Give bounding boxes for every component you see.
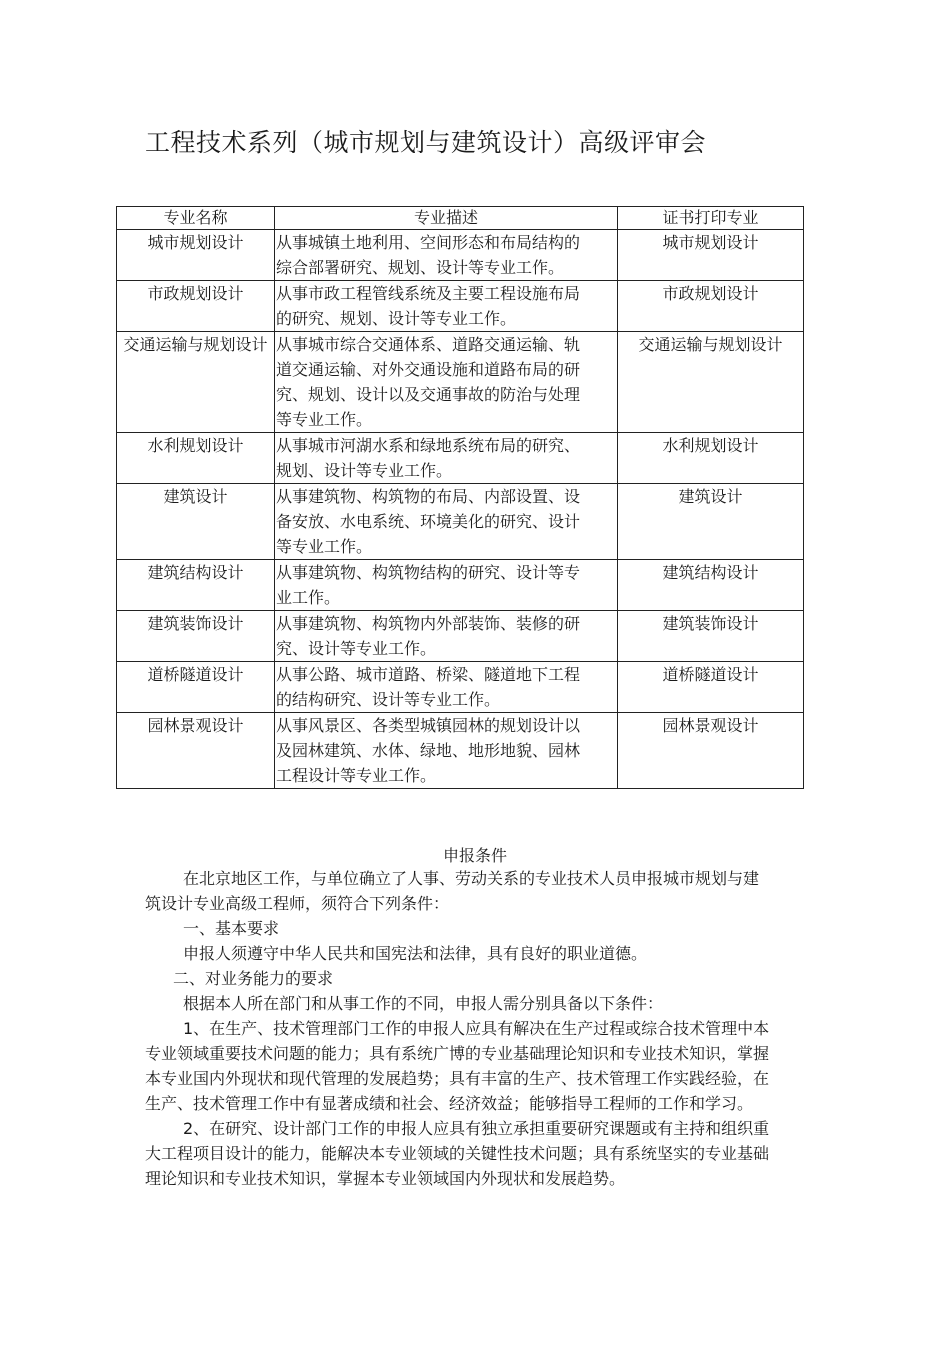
section1-text: 申报人须遵守中华人民共和国宪法和法律，具有良好的职业道德。: [183, 944, 648, 963]
cell-specialty-name: 市政规划设计: [117, 281, 275, 332]
cell-specialty-description: 从事城镇土地利用、空间形态和布局结构的综合部署研究、规划、设计等专业工作。: [275, 230, 618, 281]
cell-specialty-description: 从事城市河湖水系和绿地系统布局的研究、规划、设计等专业工作。: [275, 433, 618, 484]
conditions-heading: 申报条件: [442, 846, 507, 865]
cell-specialty-name: 水利规划设计: [117, 433, 275, 484]
table-header-row: [117, 207, 804, 230]
section2-intro: 根据本人所在部门和从事工作的不同，申报人需分别具备以下条件：: [183, 994, 664, 1013]
header-specialty-name: 专业名称: [117, 207, 275, 230]
condition-item-2: 2、在研究、设计部门工作的申报人应具有独立承担重要研究课题或有主持和组织重大工程项目设计的能力，能解决本专业领域的关键性技术问题；具有系统坚实的专业基础理论知识和专业技术知识，掌握本专业领域国内外现状和发展趋势。: [145, 1119, 770, 1188]
cell-specialty-description: 从事市政工程管线系统及主要工程设施布局的研究、规划、设计等专业工作。: [275, 281, 618, 332]
document-title: 工程技术系列（城市规划与建筑设计）高级评审会: [145, 128, 707, 157]
cell-specialty-name: 交通运输与规划设计: [117, 332, 275, 433]
cell-specialty-description: 从事城市综合交通体系、道路交通运输、轨道交通运输、对外交通设施和道路布局的研究、规划、设计以及交通事故的防治与处理等专业工作。: [275, 332, 618, 433]
cell-specialty-description: 从事公路、城市道路、桥梁、隧道地下工程的结构研究、设计等专业工作。: [275, 662, 618, 713]
specialty-table: [116, 206, 804, 789]
cell-specialty-name: 道桥隧道设计: [117, 662, 275, 713]
cell-specialty-name: 建筑结构设计: [117, 560, 275, 611]
cell-certificate-specialty: 水利规划设计: [618, 433, 804, 484]
cell-specialty-name: 园林景观设计: [117, 713, 275, 789]
cell-certificate-specialty: 建筑结构设计: [618, 560, 804, 611]
table-row: [117, 281, 804, 332]
table-row: [117, 662, 804, 713]
table-row: [117, 230, 804, 281]
cell-certificate-specialty: 市政规划设计: [618, 281, 804, 332]
table-row: [117, 611, 804, 662]
header-certificate-specialty: 证书打印专业: [618, 207, 804, 230]
cell-specialty-description: 从事风景区、各类型城镇园林的规划设计以及园林建筑、水体、绿地、地形地貌、园林工程设计等专业工作。: [275, 713, 618, 789]
table-row: [117, 484, 804, 560]
condition-item-1: 1、在生产、技术管理部门工作的申报人应具有解决在生产过程或综合技术管理中本专业领域重要技术问题的能力；具有系统广博的专业基础理论知识和专业技术知识，掌握本专业国内外现状和现代管理的发展趋势；具有丰富的生产、技术管理工作实践经验，在生产、技术管理工作中有显著成绩和社会、经济效益；能够指导工程师的工作和学习。: [145, 1019, 770, 1113]
table-row: [117, 332, 804, 433]
header-specialty-description: 专业描述: [275, 207, 618, 230]
table-row: [117, 433, 804, 484]
cell-specialty-description: 从事建筑物、构筑物的布局、内部设置、设备安放、水电系统、环境美化的研究、设计等专业工作。: [275, 484, 618, 560]
cell-specialty-description: 从事建筑物、构筑物结构的研究、设计等专业工作。: [275, 560, 618, 611]
conditions-body: [145, 866, 770, 1191]
cell-certificate-specialty: 建筑设计: [618, 484, 804, 560]
cell-certificate-specialty: 园林景观设计: [618, 713, 804, 789]
section1-title: 一、基本要求: [183, 919, 280, 938]
table-row: [117, 560, 804, 611]
cell-certificate-specialty: 道桥隧道设计: [618, 662, 804, 713]
cell-certificate-specialty: 城市规划设计: [618, 230, 804, 281]
cell-certificate-specialty: 交通运输与规划设计: [618, 332, 804, 433]
table-row: [117, 713, 804, 789]
cell-specialty-name: 建筑装饰设计: [117, 611, 275, 662]
cell-specialty-description: 从事建筑物、构筑物内外部装饰、装修的研究、设计等专业工作。: [275, 611, 618, 662]
section2-title: 二、对业务能力的要求: [173, 969, 334, 988]
conditions-intro: 在北京地区工作，与单位确立了人事、劳动关系的专业技术人员申报城市规划与建筑设计专业高级工程师，须符合下列条件：: [145, 869, 760, 913]
cell-certificate-specialty: 建筑装饰设计: [618, 611, 804, 662]
cell-specialty-name: 建筑设计: [117, 484, 275, 560]
cell-specialty-name: 城市规划设计: [117, 230, 275, 281]
